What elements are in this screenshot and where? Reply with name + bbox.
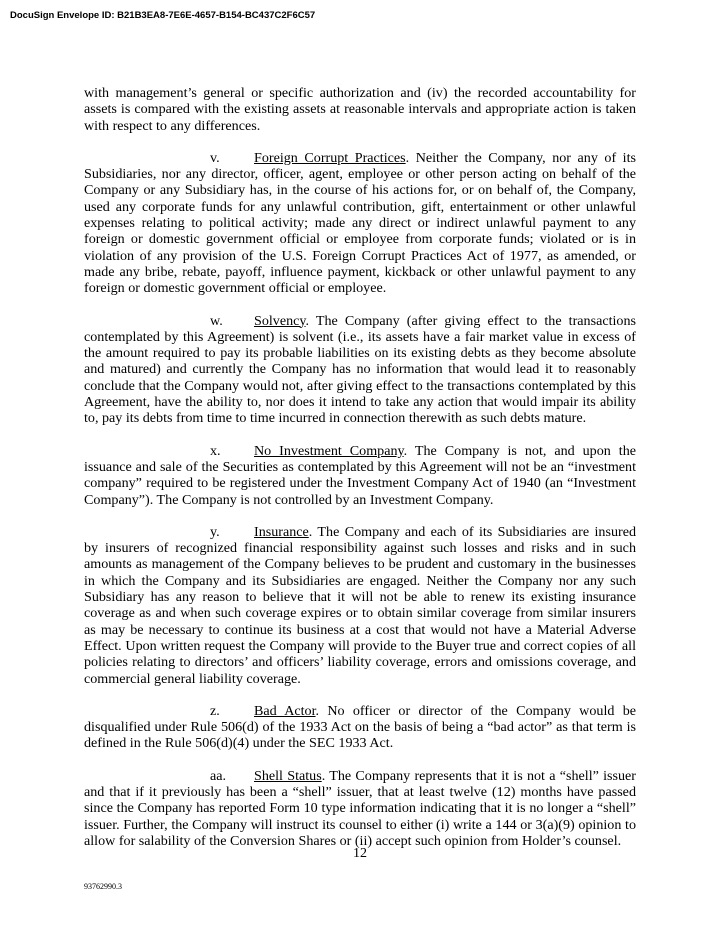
envelope-id: DocuSign Envelope ID: B21B3EA8-7E6E-4657-B154-BC437C2F6C57 <box>10 10 316 21</box>
section-w <box>84 313 636 427</box>
section-body: . Neither the Company, nor any of its Subsidiaries, nor any director, officer, agent, employee or other person acting on behalf of the Company or any Subsidiary has, in the course of his actions for, or on behalf of, the Company, used any corporate funds for any unlawful contribution, gift, entertainment or other unlawful expenses relating to political activity; made any direct or indirect unlawful payment to any foreign or domestic government official or employee from corporate funds; violated or is in violation of any provision of the U.S. Foreign Corrupt Practices Act of 1977, as amended, or made any bribe, rebate, payoff, influence payment, kickback or other unlawful payment to any foreign or domestic government official or employee. <box>84 149 636 297</box>
section-number: v. <box>210 149 220 166</box>
section-y <box>84 524 636 687</box>
document-id: 93762990.3 <box>84 882 122 891</box>
section-heading: Insurance <box>254 523 309 540</box>
section-body: . No officer or director of the Company would be disqualified under Rule 506(d) of the 1933 Act on the basis of being a “bad actor” as that term is defined in the Rule 506(d)(4) under the SEC 1933 Act. <box>84 702 637 752</box>
section-heading: Bad Actor <box>254 702 316 719</box>
section-z <box>84 703 636 752</box>
section-body: . The Company and each of its Subsidiaries are insured by insurers of recognized financial responsibility against such losses and risks and in such amounts as management of the Company believes to be prudent and customary in the businesses in which the Company and its Subsidiaries are engaged. Neither the Company nor any such Subsidiary has any reason to believe that it will not be able to renew its existing insurance coverage as and when such coverage expires or to obtain similar coverage from similar insurers as may be necessary to continue its business at a cost that would not have a Material Adverse Effect. Upon written request the Company will provide to the Buyer true and correct copies of all policies relating to directors’ and officers’ liability coverage, errors and omissions coverage, and commercial general liability coverage. <box>84 523 636 687</box>
intro-paragraph: with management’s general or specific authorization and (iv) the recorded accountability for assets is compared with the existing assets at reasonable intervals and appropriate action is taken with respect to any differences. <box>84 85 636 134</box>
section-heading: Solvency <box>254 312 306 329</box>
section-heading: No Investment Company <box>254 442 404 459</box>
section-number: y. <box>210 523 220 540</box>
section-number: x. <box>210 442 221 459</box>
section-number: aa. <box>210 767 227 784</box>
section-body: . The Company (after giving effect to the transactions contemplated by this Agreement) is solvent (i.e., its assets have a fair market value in excess of the amount required to pay its probable liabilities on its existing debts as they become absolute and matured) and currently the Company has no information that would lead it to reasonably conclude that the Company would not, after giving effect to the transactions contemplated by this Agreement, have the ability to, nor does it intend to take any action that would impair its ability to, pay its debts from time to time incurred in connection therewith as such debts mature. <box>84 312 636 427</box>
section-x <box>84 443 636 508</box>
section-number: w. <box>210 312 223 329</box>
section-heading: Shell Status <box>254 767 322 784</box>
section-v <box>84 150 636 297</box>
section-heading: Foreign Corrupt Practices <box>254 149 406 166</box>
document-body <box>84 85 636 865</box>
page-number: 12 <box>353 846 367 861</box>
section-number: z. <box>210 702 220 719</box>
section-body: . The Company is not, and upon the issuance and sale of the Securities as contemplated by this Agreement will not be an “investment company” required to be registered under the Investment Company Act of 1940 (an “Investment Company”). The Company is not controlled by an Investment Company. <box>84 442 636 508</box>
section-aa <box>84 768 636 849</box>
section-body: . The Company represents that it is not a “shell” issuer and that if it previously has been a “shell” issuer, that at least twelve (12) months have passed since the Company has reported Form 10 type information indicating that it is no longer a “shell” issuer. Further, the Company will instruct its counsel to either (i) write a 144 or 3(a)(9) opinion to allow for salability of the Conversion Shares or (ii) accept such opinion from Holder’s counsel. <box>84 767 636 849</box>
